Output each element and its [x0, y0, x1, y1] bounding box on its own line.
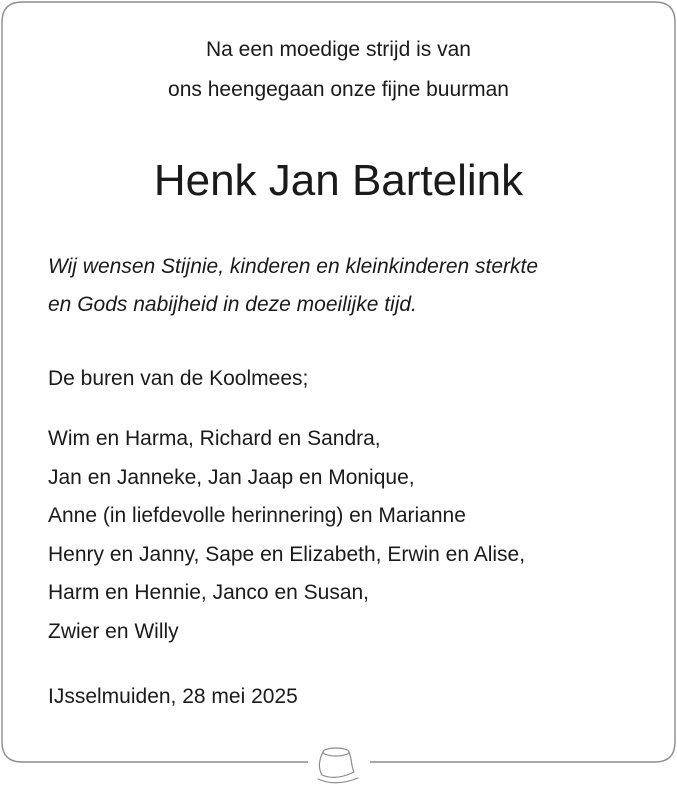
- wish-line: Wij wensen Stijnie, kinderen en kleinkinderen sterkte: [48, 255, 539, 278]
- place-and-date: IJsselmuiden, 28 mei 2025: [48, 685, 298, 708]
- intro-line: Na een moedige strijd is van: [206, 38, 471, 61]
- intro-line: ons heengegaan onze fijne buurman: [168, 78, 509, 101]
- intro-text: [0, 30, 677, 110]
- neighbour-names: [48, 420, 525, 652]
- deceased-name: Henk Jan Bartelink: [153, 156, 524, 205]
- neighbour-line: Zwier en Willy: [48, 619, 179, 643]
- condolence-wish: [48, 248, 658, 324]
- neighbour-line: Anne (in liefdevolle herinnering) en Marianne: [48, 504, 466, 528]
- neighbour-line: Jan en Janneke, Jan Jaap en Monique,: [48, 465, 415, 489]
- neighbour-line: Henry en Janny, Sape en Elizabeth, Erwin en Alise,: [48, 542, 526, 566]
- wish-line: en Gods nabijheid in deze moeilijke tijd.: [48, 293, 417, 316]
- candle-icon: [318, 748, 358, 783]
- neighbour-line: Harm en Hennie, Janco en Susan,: [48, 581, 370, 605]
- sender-greeting: De buren van de Koolmees;: [48, 367, 309, 390]
- neighbour-line: Wim en Harma, Richard en Sandra,: [48, 427, 381, 450]
